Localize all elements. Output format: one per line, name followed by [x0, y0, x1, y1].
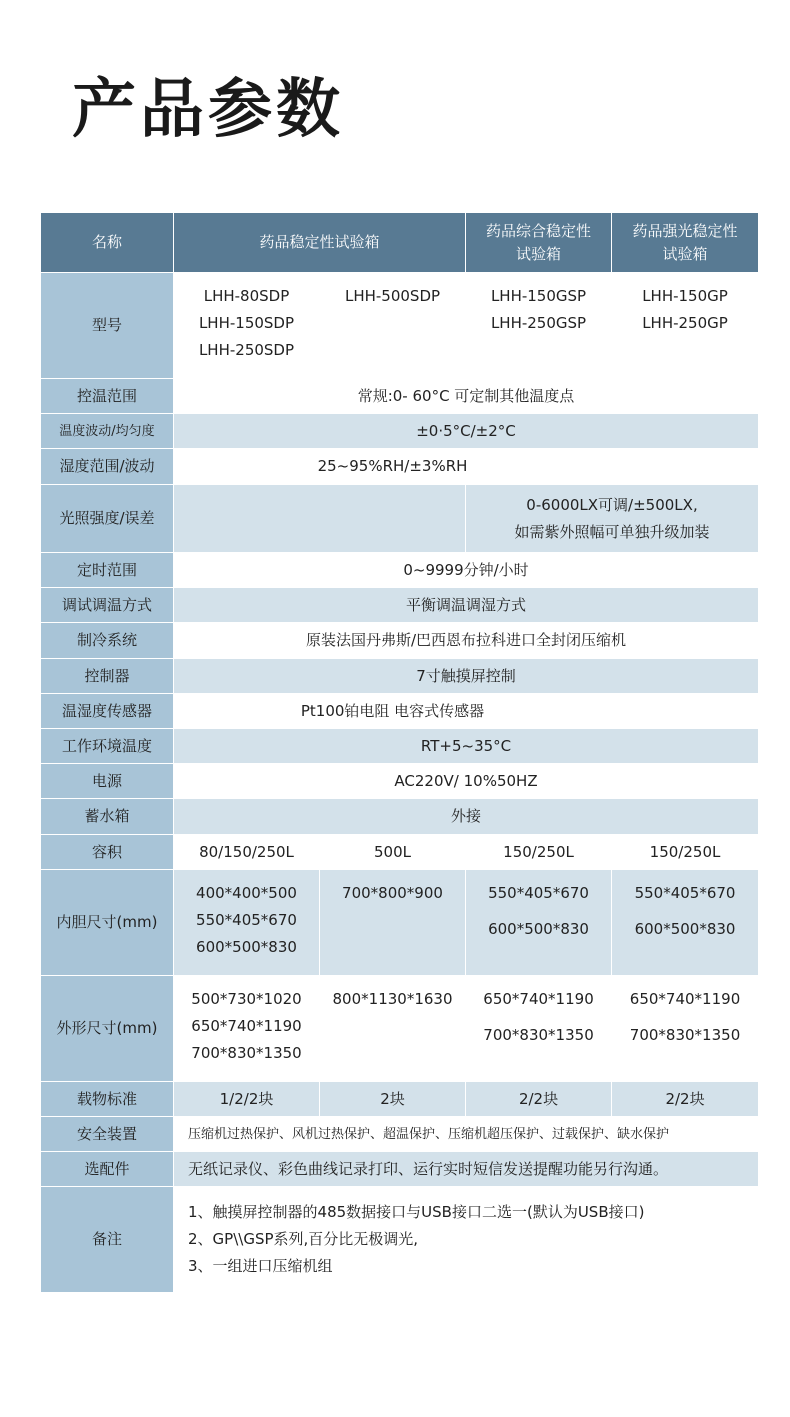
sensor-value: Pt100铂电阻 电容式传感器 — [174, 694, 612, 729]
safety-value: 压缩机过热保护、风机过热保护、超温保护、压缩机超压保护、过载保护、缺水保护 — [174, 1117, 759, 1152]
light-value — [466, 485, 759, 553]
row-label-debug: 调试调温方式 — [41, 588, 174, 623]
model-c-2: LHH-250GSP — [490, 314, 587, 332]
table-row-light — [41, 485, 759, 553]
model-a-2: LHH-150SDP — [198, 314, 295, 332]
env-temp-value: RT+5~35°C — [174, 729, 759, 764]
shelf-c: 2/2块 — [466, 1082, 612, 1117]
table-row-safety — [41, 1117, 759, 1152]
temp-fluct-value: ±0·5°C/±2°C — [174, 414, 759, 449]
outer-c-1: 650*740*1190 — [483, 990, 594, 1008]
outer-d-2: 700*830*1350 — [629, 1026, 741, 1044]
remark-line-2: 2、GP\\GSP系列,百分比无极调光, — [188, 1230, 419, 1248]
inner-a — [174, 870, 320, 976]
humidity-empty — [612, 449, 759, 485]
table-row-outer — [41, 976, 759, 1082]
sensor-empty — [612, 694, 759, 729]
table-row-debug — [41, 588, 759, 623]
row-label-controller: 控制器 — [41, 659, 174, 694]
outer-d — [612, 976, 759, 1082]
table-row-options — [41, 1152, 759, 1187]
model-c-1: LHH-150GSP — [490, 287, 587, 305]
table-row-temp-fluct — [41, 414, 759, 449]
model-a-1: LHH-80SDP — [203, 287, 290, 305]
model-b-1: LHH-500SDP — [344, 287, 441, 305]
table-row-humidity — [41, 449, 759, 485]
table-row-remarks — [41, 1187, 759, 1293]
model-c — [466, 273, 612, 379]
volume-a: 80/150/250L — [174, 835, 320, 870]
row-label-remarks: 备注 — [41, 1187, 174, 1293]
temp-range-value: 常规:0- 60°C 可定制其他温度点 — [174, 379, 759, 414]
row-label-outer: 外形尺寸(mm) — [41, 976, 174, 1082]
outer-b — [320, 976, 466, 1082]
table-row-shelf — [41, 1082, 759, 1117]
debug-value: 平衡调温调湿方式 — [174, 588, 759, 623]
row-label-sensor: 温湿度传感器 — [41, 694, 174, 729]
row-label-timer: 定时范围 — [41, 553, 174, 588]
row-label-light: 光照强度/误差 — [41, 485, 174, 553]
inner-d-2: 600*500*830 — [634, 920, 736, 938]
remark-line-1: 1、触摸屏控制器的485数据接口与USB接口二选一(默认为USB接口) — [188, 1203, 645, 1221]
light-empty — [174, 485, 466, 553]
row-label-humidity: 湿度范围/波动 — [41, 449, 174, 485]
header-name: 名称 — [41, 213, 174, 273]
remark-line-3: 3、一组进口压缩机组 — [188, 1257, 333, 1275]
light-value-1: 0-6000LX可调/±500LX, — [526, 495, 698, 514]
row-label-shelf: 载物标准 — [41, 1082, 174, 1117]
row-label-inner: 内胆尺寸(mm) — [41, 870, 174, 976]
row-label-volume: 容积 — [41, 835, 174, 870]
row-label-temp-range: 控温范围 — [41, 379, 174, 414]
timer-value: 0~9999分钟/小时 — [174, 553, 759, 588]
volume-d: 150/250L — [612, 835, 759, 870]
volume-c: 150/250L — [466, 835, 612, 870]
inner-b-1: 700*800*900 — [342, 884, 443, 902]
table-header-row — [41, 213, 759, 273]
table-row-cooling — [41, 623, 759, 659]
model-d — [612, 273, 759, 379]
table-row-power — [41, 764, 759, 799]
tank-value: 外接 — [174, 799, 759, 835]
inner-c-2: 600*500*830 — [488, 920, 589, 938]
row-label-env-temp: 工作环境温度 — [41, 729, 174, 764]
shelf-b: 2块 — [320, 1082, 466, 1117]
outer-b-1: 800*1130*1630 — [332, 990, 453, 1008]
model-d-1: LHH-150GP — [642, 287, 728, 305]
header-stability-chamber: 药品稳定性试验箱 — [174, 213, 466, 273]
row-label-power: 电源 — [41, 764, 174, 799]
table-row-timer — [41, 553, 759, 588]
shelf-d: 2/2块 — [612, 1082, 759, 1117]
outer-c-2: 700*830*1350 — [483, 1026, 594, 1044]
model-a-3: LHH-250SDP — [198, 341, 295, 359]
shelf-a: 1/2/2块 — [174, 1082, 320, 1117]
table-row-sensor — [41, 694, 759, 729]
inner-c-1: 550*405*670 — [488, 884, 589, 902]
power-value: AC220V/ 10%50HZ — [174, 764, 759, 799]
humidity-value: 25~95%RH/±3%RH — [174, 449, 612, 485]
cooling-value: 原装法国丹弗斯/巴西恩布拉科进口全封闭压缩机 — [174, 623, 759, 659]
table-row-inner — [41, 870, 759, 976]
row-label-cooling: 制冷系统 — [41, 623, 174, 659]
table-row-temp-range — [41, 379, 759, 414]
row-label-options: 选配件 — [41, 1152, 174, 1187]
table-row-env-temp — [41, 729, 759, 764]
row-label-model: 型号 — [41, 273, 174, 379]
light-value-2: 如需紫外照幅可单独升级加装 — [514, 522, 710, 541]
outer-c — [466, 976, 612, 1082]
outer-a — [174, 976, 320, 1082]
model-b — [320, 273, 466, 379]
outer-a-1: 500*730*1020 — [191, 990, 302, 1008]
header-comprehensive-chamber: 药品综合稳定性 试验箱 — [466, 213, 612, 273]
remarks-value — [174, 1187, 759, 1293]
inner-a-2: 550*405*670 — [196, 911, 297, 929]
spec-table — [40, 212, 759, 1293]
table-row-volume — [41, 835, 759, 870]
table-row-tank — [41, 799, 759, 835]
row-label-tank: 蓄水箱 — [41, 799, 174, 835]
row-label-safety: 安全装置 — [41, 1117, 174, 1152]
page-title: 产品参数 — [72, 73, 344, 147]
row-label-temp-fluct: 温度波动/均匀度 — [41, 414, 174, 449]
table-row-model — [41, 273, 759, 379]
table-row-controller — [41, 659, 759, 694]
options-value: 无纸记录仪、彩色曲线记录打印、运行实时短信发送提醒功能另行沟通。 — [174, 1152, 759, 1187]
inner-d — [612, 870, 759, 976]
model-d-2: LHH-250GP — [642, 314, 728, 332]
inner-a-1: 400*400*500 — [196, 884, 297, 902]
controller-value: 7寸触摸屏控制 — [174, 659, 759, 694]
inner-a-3: 600*500*830 — [196, 938, 297, 956]
inner-d-1: 550*405*670 — [634, 884, 736, 902]
outer-a-3: 700*830*1350 — [191, 1044, 302, 1062]
outer-a-2: 650*740*1190 — [191, 1017, 302, 1035]
volume-b: 500L — [320, 835, 466, 870]
model-a — [174, 273, 320, 379]
inner-c — [466, 870, 612, 976]
header-light-chamber: 药品强光稳定性 试验箱 — [612, 213, 759, 273]
outer-d-1: 650*740*1190 — [629, 990, 741, 1008]
inner-b — [320, 870, 466, 976]
